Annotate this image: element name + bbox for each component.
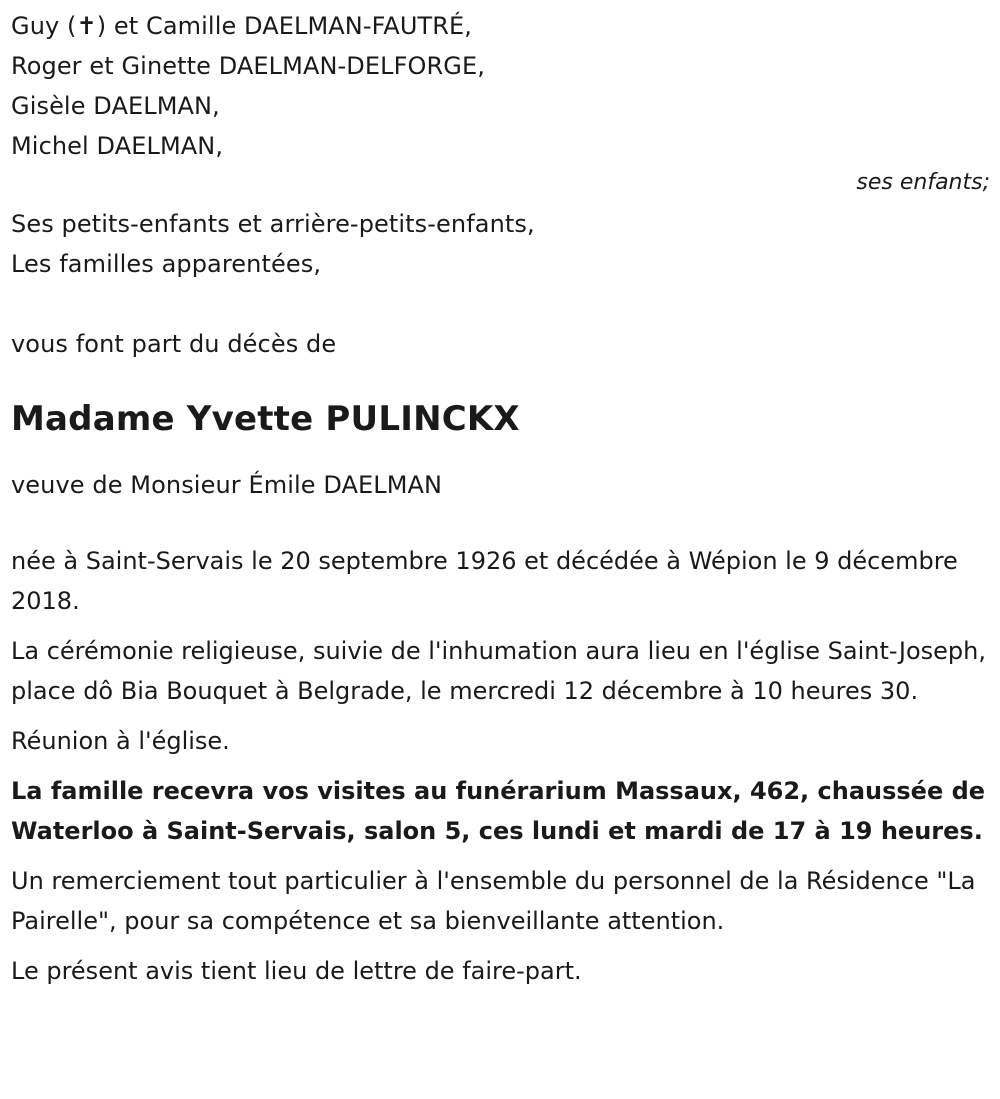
widow-of-text: veuve de Monsieur Émile DAELMAN bbox=[11, 471, 443, 499]
child-line: Michel DAELMAN, bbox=[11, 132, 224, 160]
notice-paragraph: Le présent avis tient lieu de lettre de faire-part. bbox=[11, 957, 582, 985]
ceremony-paragraph: La cérémonie religieuse, suivie de l'inhumation aura lieu en l'église Saint-Joseph, place dô Bia Bouquet à Belgrade, le mercredi 12 décembre à 10 heures 30. bbox=[11, 637, 986, 705]
child-line: Roger et Ginette DAELMAN-DELFORGE, bbox=[11, 52, 485, 80]
children-list bbox=[11, 0, 990, 166]
child-line: Guy (✝) et Camille DAELMAN-FAUTRÉ, bbox=[11, 12, 473, 40]
visits-paragraph: La famille recevra vos visites au funérarium Massaux, 462, chaussée de Waterloo à Saint-Servais, salon 5, ces lundi et mardi de 17 à 19 heures. bbox=[11, 777, 986, 845]
relatives-line: Les familles apparentées, bbox=[11, 250, 322, 278]
child-line: Gisèle DAELMAN, bbox=[11, 92, 220, 120]
relatives-line: Ses petits-enfants et arrière-petits-enfants, bbox=[11, 210, 535, 238]
birth-death-paragraph: née à Saint-Servais le 20 septembre 1926 et décédée à Wépion le 9 décembre 2018. bbox=[11, 547, 958, 615]
meeting-paragraph: Réunion à l'église. bbox=[11, 727, 230, 755]
relatives-list bbox=[11, 204, 990, 284]
deceased-name: Madame Yvette PULINCKX bbox=[11, 399, 520, 439]
thanks-paragraph: Un remerciement tout particulier à l'ensemble du personnel de la Résidence "La Pairelle", pour sa compétence et sa bienveillante attention. bbox=[11, 867, 976, 935]
announcement-text: vous font part du décès de bbox=[11, 330, 337, 358]
relation-label: ses enfants; bbox=[856, 170, 990, 195]
